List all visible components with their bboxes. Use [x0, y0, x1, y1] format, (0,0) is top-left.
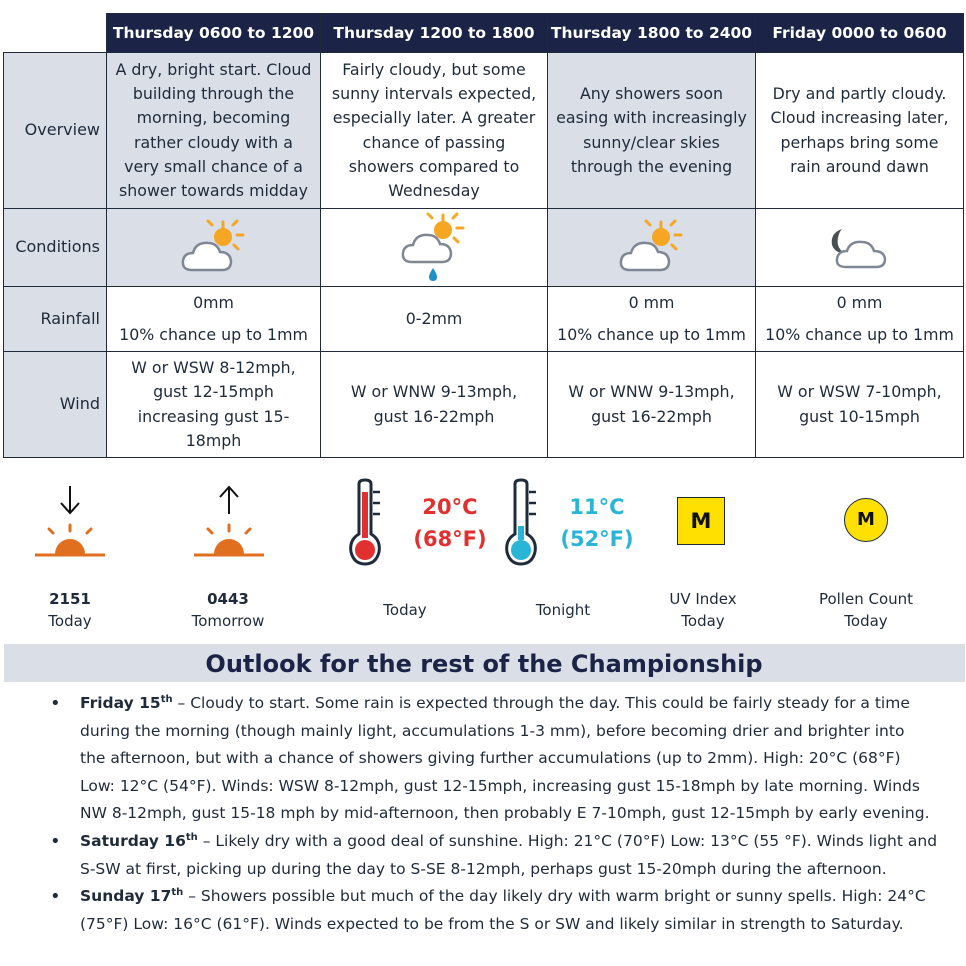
outlook-item-saturday	[50, 828, 950, 883]
outlook-text: – Showers possible but much of the day likely dry with warm bright or sunny spells. High: 24°C	[188, 887, 926, 906]
rainfall-cell-3	[548, 287, 756, 352]
conditions-cell-4	[756, 209, 964, 287]
table-corner	[4, 14, 107, 53]
row-label-overview: Overview	[4, 53, 107, 209]
sun-behind-cloud-icon	[179, 218, 249, 278]
rainfall-amount: 0mm	[193, 293, 234, 312]
rainfall-amount: 0-2mm	[405, 308, 463, 328]
overview-line: Wednesday	[388, 181, 480, 201]
wind-row	[4, 352, 964, 458]
wind-line: gust 16-22mph	[591, 406, 712, 426]
overview-line: chance of passing	[362, 132, 506, 152]
overview-line: sunny/clear skies	[583, 132, 720, 152]
uv-index-label: UV Index	[669, 590, 737, 608]
outlook-text: – Likely dry with a good deal of sunshine. High: 21°C (70°F) Low: 13°C (55 °F). Winds light and	[202, 831, 938, 850]
overview-cell-3	[548, 53, 756, 209]
sun-behind-cloud-icon	[617, 218, 687, 278]
overview-line: morning, becoming	[136, 108, 291, 128]
rainfall-cell-4	[756, 287, 964, 352]
min-temp	[552, 491, 642, 555]
sun-cloud-rain-icon	[399, 212, 469, 284]
outlook-text: – Cloudy to start. Some rain is expected through the day. This could be fairly steady for a time	[177, 694, 910, 712]
wind-cell-3	[548, 352, 756, 458]
outlook-title: Outlook for the rest of the Championship	[205, 650, 763, 678]
pollen-count-caption	[796, 588, 936, 632]
row-label-rainfall: Rainfall	[4, 287, 107, 352]
sunset-icon	[33, 484, 107, 560]
wind-line: 18mph	[185, 430, 242, 450]
overview-cell-2	[321, 53, 548, 209]
overview-line: perhaps bring some	[780, 132, 939, 152]
rainfall-amount: 0 mm	[836, 293, 883, 312]
max-temp-fahrenheit: (68°F)	[413, 527, 487, 551]
conditions-row	[4, 209, 964, 287]
sunset-time: 2151	[49, 590, 91, 608]
conditions-cell-2	[321, 209, 548, 287]
header-period-3: Thursday 1800 to 2400	[548, 14, 756, 53]
overview-line: shower towards midday	[119, 181, 308, 201]
row-label-conditions: Conditions	[4, 209, 107, 287]
uv-index-badge: M	[677, 497, 725, 545]
min-temp-celsius: 11°C	[569, 495, 625, 519]
overview-line: showers compared to	[348, 156, 520, 176]
wind-line: gust 10-15mph	[799, 406, 920, 426]
sunrise-icon	[192, 484, 266, 560]
wind-line: W or WSW 7-10mph,	[777, 382, 942, 402]
wind-cell-4	[756, 352, 964, 458]
overview-cell-4	[756, 53, 964, 209]
max-temp-celsius: 20°C	[422, 495, 478, 519]
moon-behind-cloud-icon	[822, 223, 898, 273]
wind-line: gust 12-15mph	[153, 382, 274, 402]
sunset-caption	[20, 588, 120, 632]
wind-cell-1	[107, 352, 321, 458]
outlook-text: the afternoon, but with a chance of showers giving further accumulations (up to 2mm). High: 20°C (68°F)	[80, 749, 901, 768]
pollen-count-badge: M	[844, 498, 888, 542]
outlook-day: Friday 15th	[80, 693, 173, 712]
rainfall-cell-2	[321, 287, 548, 352]
uv-index-day: Today	[681, 612, 725, 630]
header-period-2: Thursday 1200 to 1800	[321, 14, 548, 53]
outlook-text: S-SW at first, picking up during the day to S-SE 8-12mph, perhaps gust 15-20mph during the afternoon.	[80, 859, 887, 878]
overview-line: A dry, bright start. Cloud	[115, 59, 312, 79]
header-period-4: Friday 0000 to 0600	[756, 14, 964, 53]
overview-line: Any showers soon	[579, 83, 724, 103]
conditions-cell-1	[107, 209, 321, 287]
outlook-item-sunday	[50, 883, 950, 938]
min-temp-fahrenheit: (52°F)	[560, 527, 634, 551]
outlook-text: during the morning (though mainly light, accumulations 1-3 mm), before becoming drier and brighter into	[80, 721, 905, 740]
max-temp-caption: Today	[383, 601, 427, 619]
pollen-count-label: Pollen Count	[818, 590, 914, 608]
outlook-list	[50, 690, 950, 938]
overview-line: very small chance of a	[124, 156, 303, 176]
uv-index-caption	[643, 588, 763, 632]
conditions-cell-3	[548, 209, 756, 287]
sunrise-label: Tomorrow	[191, 612, 265, 630]
row-label-wind: Wind	[4, 352, 107, 458]
wind-cell-2	[321, 352, 548, 458]
thermometer-hot-icon	[346, 478, 386, 568]
wind-line: increasing gust 15-	[137, 406, 290, 426]
outlook-item-friday	[50, 690, 950, 828]
rainfall-amount: 0 mm	[628, 293, 675, 312]
overview-line: building through the	[132, 83, 295, 103]
outlook-text: Low: 12°C (54°F). Winds: WSW 8-12mph, gust 12-15mph, increasing gust 15-18mph by late morning. Winds	[80, 776, 920, 795]
rainfall-cell-1	[107, 287, 321, 352]
outlook-text: NW 8-12mph, gust 15-18 mph by mid-afternoon, then probably E 7-10mph, gust 12-15mph by early evening.	[80, 804, 930, 823]
rainfall-chance: 10% chance up to 1mm	[557, 325, 746, 344]
overview-line: through the evening	[570, 156, 733, 176]
overview-line: easing with increasingly	[556, 108, 747, 128]
header-period-1: Thursday 0600 to 1200	[107, 14, 321, 53]
overview-line: especially later. A greater	[332, 108, 536, 128]
forecast-table	[3, 13, 964, 458]
rainfall-row	[4, 287, 964, 352]
wind-line: W or WNW 9-13mph,	[350, 382, 518, 402]
thermometer-cold-icon	[502, 478, 542, 568]
overview-line: sunny intervals expected,	[331, 83, 537, 103]
outlook-day: Sunday 17th	[80, 887, 184, 906]
sunset-label: Today	[48, 612, 92, 630]
sunrise-caption	[178, 588, 278, 632]
min-temp-caption: Tonight	[535, 601, 591, 619]
overview-line: rather cloudy with a	[134, 132, 293, 152]
sunrise-time: 0443	[207, 590, 249, 608]
wind-line: gust 16-22mph	[373, 406, 495, 426]
overview-cell-1	[107, 53, 321, 209]
overview-line: Dry and partly cloudy.	[772, 83, 947, 103]
pollen-count-day: Today	[844, 612, 888, 630]
max-temp	[405, 491, 495, 555]
outlook-day: Saturday 16th	[80, 831, 198, 850]
outlook-text: (75°F) Low: 16°C (61°F). Winds expected to be from the S or SW and likely similar in strength to Saturday.	[80, 914, 904, 933]
rainfall-chance: 10% chance up to 1mm	[765, 325, 954, 344]
wind-line: W or WNW 9-13mph,	[568, 382, 735, 402]
overview-row	[4, 53, 964, 209]
overview-line: rain around dawn	[790, 156, 929, 176]
overview-line: Cloud increasing later,	[770, 108, 949, 128]
wind-line: W or WSW 8-12mph,	[131, 357, 296, 377]
overview-line: Fairly cloudy, but some	[342, 59, 526, 79]
rainfall-chance: 10% chance up to 1mm	[119, 325, 308, 344]
